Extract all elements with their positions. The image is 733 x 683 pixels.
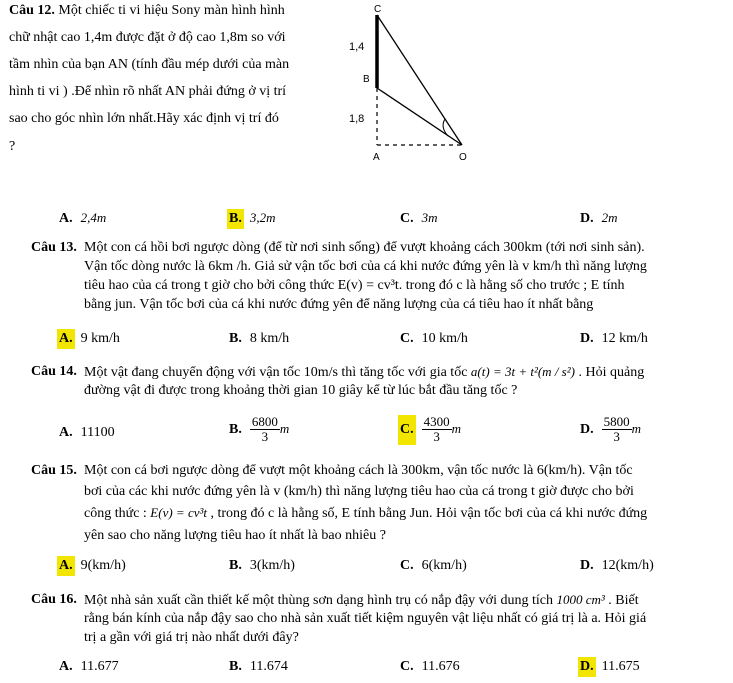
q16-choice-d[interactable]: D. 11.675 <box>578 657 640 677</box>
q12-line-3: tầm nhìn của bạn AN (tính đầu mép dưới của màn <box>9 57 290 72</box>
q15-choice-b[interactable]: B. 3(km/h) <box>229 558 295 573</box>
q14-line-1: Một vật đang chuyển động với vận tốc 10m/s thì tăng tốc với gia tốc a(t) = 3t + t²(m / s²) . Hỏi quảng <box>84 364 645 380</box>
q14-choice-a[interactable]: A. 11100 <box>59 425 115 440</box>
q15-line-3: công thức : E(v) = cv³t , trong đó c là hằng số, E tính bằng Jun. Hỏi vận tốc bơi của cá khi nước đứng <box>84 505 648 521</box>
q12-label: Câu 12. <box>9 3 55 18</box>
fraction: $\frac{4300}{3}$ <box>423 414 450 445</box>
q13-line-3: tiêu hao của cá trong t giờ cho bởi công thức E(v) = cv³t. trong đó c là hằng số cho trước ; E tính <box>84 278 625 293</box>
answer-highlight: A. <box>57 329 75 349</box>
q14-choice-d[interactable]: D. $\frac{5800}{3}$ m <box>580 414 642 445</box>
q15-line-4: yên sao cho năng lượng tiêu hao ít nhất là bao nhiêu ? <box>84 528 386 543</box>
q16-label: Câu 16. <box>31 592 77 607</box>
q14-label: Câu 14. <box>31 364 77 379</box>
q15-label: Câu 15. <box>31 463 77 478</box>
q15-choice-c[interactable]: C. 6(km/h) <box>400 558 467 573</box>
q13-label: Câu 13. <box>31 240 77 255</box>
q12-line-6: ? <box>9 139 16 154</box>
q14-line-2: đường vật đi được trong khoảng thời gian 10 giây kể từ lúc bắt đầu tăng tốc ? <box>84 383 518 398</box>
q12-figure <box>345 0 485 170</box>
q12-line-4: hình ti vi ) .Để nhìn rõ nhất AN phải đứng ở vị trí <box>9 84 287 99</box>
label-h2: 1,8 <box>349 113 365 125</box>
q12-line-1: Câu 12. Một chiếc ti vi hiệu Sony màn hình hình <box>9 3 285 18</box>
q13-line-4: bằng jun. Vận tốc bơi của cá khi nước đứng yên để năng lượng của cá tiêu hao ít nhất bằng <box>84 297 594 312</box>
q13-line-1: Một con cá hồi bơi ngược dòng (để từ nơi sinh sống) để vượt khoảng cách 300km (tới nơi sinh sản). <box>84 240 645 255</box>
q16-line-1: Một nhà sản xuất cần thiết kế một thùng sơn dạng hình trụ có nắp đậy với dung tích 1000 cm³ . Biết <box>84 592 639 608</box>
q13-choice-c[interactable]: C. 10 km/h <box>400 331 468 346</box>
answer-highlight: D. <box>578 657 596 677</box>
q12-line-5: sao cho góc nhìn lớn nhất.Hãy xác định vị trí đó <box>9 111 279 126</box>
volume-formula: 1000 cm³ <box>556 592 605 607</box>
sight-line-ob <box>377 88 462 145</box>
q15-line-2: bơi của các khi nước đứng yên là v (km/h) thì năng lượng tiêu hao của cá trong t giờ được cho bởi <box>84 484 634 499</box>
fraction: $\frac{6800}{3}$ <box>251 414 278 445</box>
acceleration-formula: a(t) = 3t + t²(m / s²) <box>470 364 575 379</box>
q13-choice-a[interactable]: A. 9 km/h <box>57 329 120 349</box>
label-o: O <box>459 152 467 163</box>
q12-choice-b[interactable]: B. 3,2m <box>227 208 275 229</box>
q14-choice-c[interactable]: C. $\frac{4300}{3}$ m <box>400 414 462 445</box>
answer-highlight: B. <box>227 209 244 229</box>
answer-highlight: C. <box>398 415 416 445</box>
q13-line-2: Vận tốc dòng nước là 6km /h. Giả sử vận tốc bơi của cá khi nước đứng yên là v km/h thì năng lượng <box>84 259 647 274</box>
q13-choice-b[interactable]: B. 8 km/h <box>229 331 290 346</box>
q16-line-3: trị a gần với giá trị nào nhất dưới đây? <box>84 630 299 645</box>
q16-choice-a[interactable]: A. 11.677 <box>59 659 119 674</box>
sight-line-oc <box>377 15 462 145</box>
q16-line-2: rằng bán kính của nắp đậy sao cho nhà sản xuất tiết kiệm nguyên vật liệu nhất có giá trị là a. Hỏi giá <box>84 611 647 626</box>
q12-line-2: chữ nhật cao 1,4m được đặt ở độ cao 1,8m so với <box>9 30 286 45</box>
q15-choice-a[interactable]: A. 9(km/h) <box>57 556 126 576</box>
q12-choice-c[interactable]: C. 3m <box>400 210 438 226</box>
q15-line-1: Một con cá bơi ngược dòng để vượt một khoảng cách là 300km, vận tốc nước là 6(km/h). Vận tốc <box>84 463 633 478</box>
energy-formula: E(v) = cv³t <box>150 505 207 520</box>
label-h1: 1,4 <box>349 41 365 53</box>
q12-choice-a[interactable]: A. 2,4m <box>59 210 107 226</box>
q13-choice-d[interactable]: D. 12 km/h <box>580 331 648 346</box>
label-a: A <box>373 152 380 163</box>
answer-highlight: A. <box>57 556 75 576</box>
fraction: $\frac{5800}{3}$ <box>603 414 630 445</box>
q15-choice-d[interactable]: D. 12(km/h) <box>580 558 654 573</box>
label-c: C <box>374 4 382 15</box>
q12-choice-d[interactable]: D. 2m <box>580 210 618 226</box>
q16-choice-b[interactable]: B. 11.674 <box>229 659 288 674</box>
label-b: B <box>363 74 370 85</box>
q14-choice-b[interactable]: B. $\frac{6800}{3}$ m <box>229 414 290 445</box>
q16-choice-c[interactable]: C. 11.676 <box>400 659 460 674</box>
